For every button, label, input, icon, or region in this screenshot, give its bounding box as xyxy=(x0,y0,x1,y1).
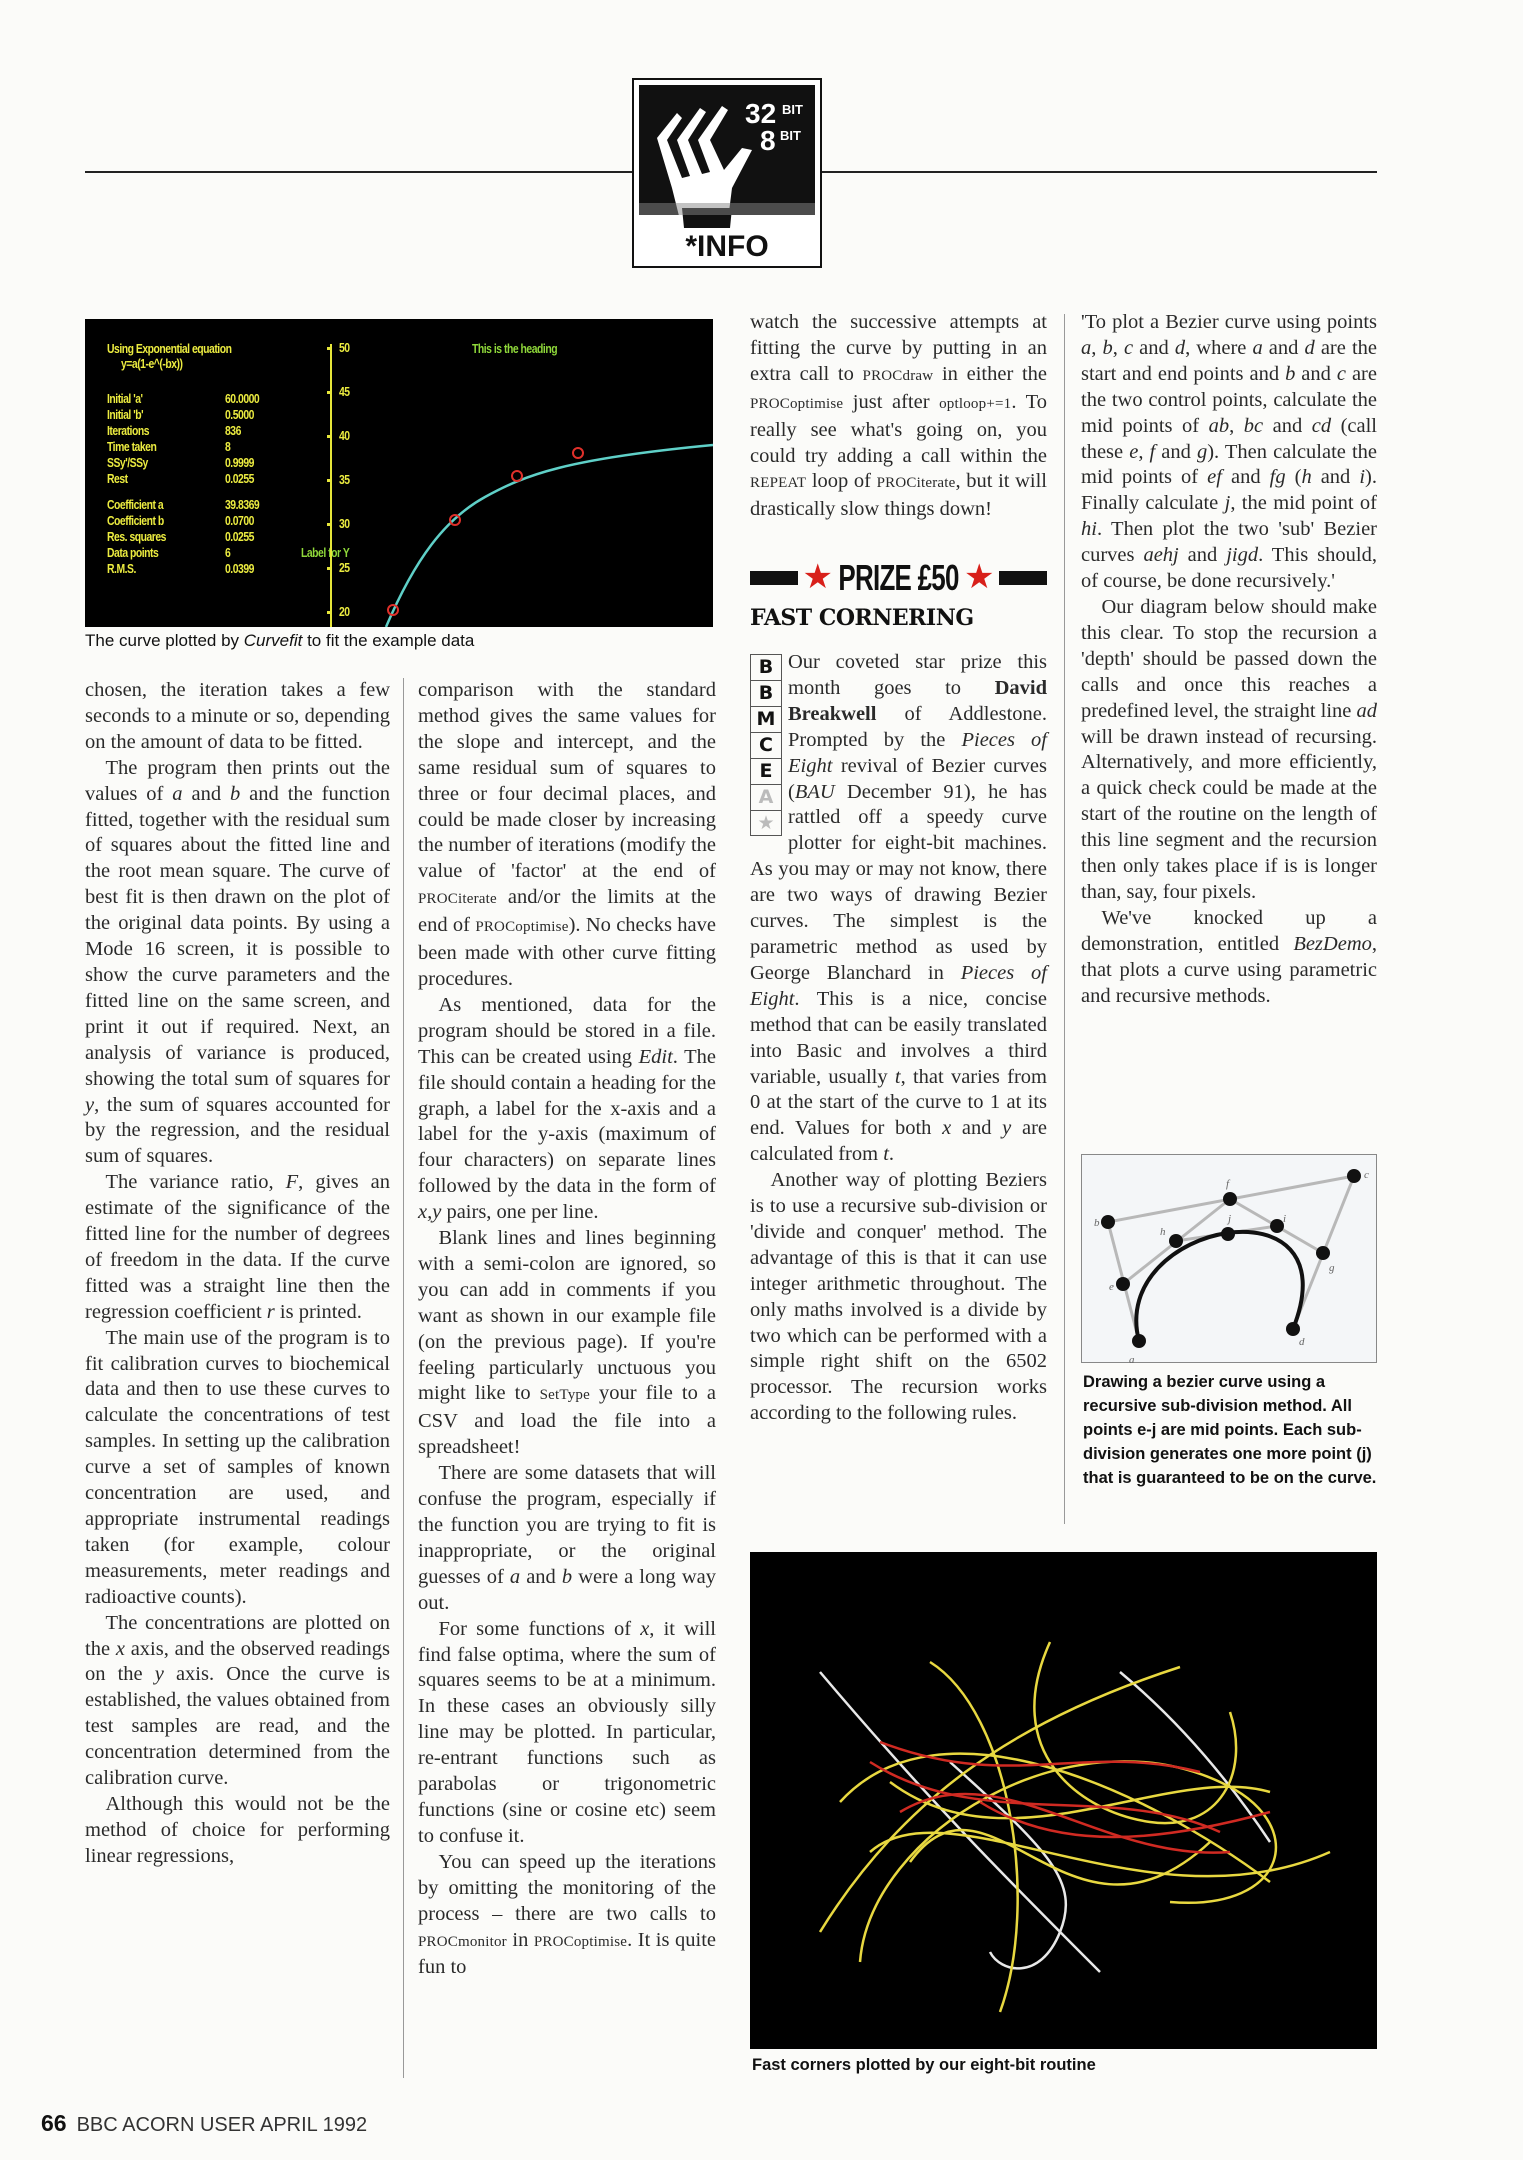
italic-text: c xyxy=(1336,362,1346,385)
italic-text: y xyxy=(154,1663,164,1686)
stat-value: 0.0399 xyxy=(225,561,254,576)
italic-text: g xyxy=(1196,440,1208,463)
paragraph: The concentrations are plotted on the x axis, and the observed readings on the y axis. Once the curve is established, the values obtained from test samples are read, and the concentration determined from the calibration curve. xyxy=(85,1611,390,1790)
y-tick-label: 40 xyxy=(339,428,350,443)
prize-label: PRIZE £50 xyxy=(838,557,959,598)
screen-title: Using Exponential equation xyxy=(107,341,232,356)
bezier-point-label: b xyxy=(1094,1217,1100,1229)
bezier-diagram xyxy=(1081,1154,1377,1363)
paragraph: chosen, the iteration takes a few seconds to a minute or so, depending on the amount of data to be fitted. xyxy=(85,679,390,753)
paragraph: The program then prints out the values of a and b and the function fitted, together with the residual sum of squares about the fitted line and the root mean square. The curve of best fit is then drawn on the plot of the original data points. By using a Mode 16 screen, it is possible to show the curve parameters and the fitted line on the same screen, and print it out if required. Next, an analysis of variance is produced, showing the total sum of squares for y, the sum of squares accounted for by the regression, and the residual sum of squares. xyxy=(85,756,390,1168)
paragraph: You can speed up the iterations by omitting the monitoring of the process – there are two calls to PROCmonitor in PROCoptimise. It is quite fun to xyxy=(418,1850,716,1979)
bezier-point xyxy=(1221,1227,1235,1241)
bezier-point-label: e xyxy=(1109,1281,1114,1293)
bezier-point xyxy=(1270,1219,1284,1233)
column-3-paragraphs xyxy=(750,650,1047,1427)
stat-label: Res. squares xyxy=(107,529,166,544)
bezier-point xyxy=(1347,1169,1361,1183)
italic-text: e xyxy=(1129,440,1139,463)
banner-bar-left xyxy=(750,571,798,585)
compat-icon: ★ xyxy=(750,810,782,836)
bezier-diagram-svg xyxy=(1082,1155,1378,1364)
screen-plot xyxy=(85,319,713,627)
code-keyword: PROCoptimise xyxy=(533,1933,628,1950)
italic-text: BAU xyxy=(794,780,835,803)
header-rule-right xyxy=(821,171,1377,173)
y-tick-mark xyxy=(327,567,332,570)
screen-equation: y=a(1-e^(-bx)) xyxy=(121,356,183,371)
italic-text: x,y xyxy=(418,1201,442,1224)
column-2 xyxy=(418,678,716,1981)
italic-text: j xyxy=(1224,492,1231,515)
y-tick-label: 25 xyxy=(339,560,350,575)
bezier-point-label: f xyxy=(1226,1178,1230,1190)
star-icon: ★ xyxy=(802,559,833,596)
italic-text: F xyxy=(285,1171,299,1194)
italic-text: aehj xyxy=(1143,544,1179,567)
paragraph: watch the successive attempts at fitting the curve by putting in an extra call to PROCdraw in either the PROCoptimise just after optloop+=1. To really see what's going on, you could try adding a call within the REPEAT loop of PROCiterate, but it will drastically slow things down! xyxy=(750,311,1047,521)
bezier-point-label: d xyxy=(1299,1336,1305,1348)
compat-icon: B xyxy=(750,654,782,680)
paragraph: The variance ratio, F, gives an estimate of the significance of the fitted line for the number of degrees of freedom in the data. If the curve fitted was a straight line then the regression coefficient r is printed. xyxy=(85,1171,390,1323)
italic-text: y xyxy=(1002,1117,1012,1140)
stat-label: Data points xyxy=(107,545,159,560)
italic-text: BezDemo xyxy=(1293,932,1372,955)
italic-text: ef xyxy=(1207,466,1222,489)
paragraph: 'To plot a Bezier curve using points a, b, c and d, where a and d are the start and end points and b and c are the two control points, calculate the mid points of ab, bc and cd (call these e, f and g). Then calculate the mid points of ef and fg (h and i). Finally calculate j, the mid point of hi. Then plot the two 'sub' Bezier curves aehj and jigd. This should, of course, be done recursively.' xyxy=(1081,311,1378,593)
italic-text: y xyxy=(85,1093,95,1116)
compat-icon: C xyxy=(750,732,782,758)
fast-corners-image xyxy=(750,1552,1377,2049)
column-1 xyxy=(85,678,390,1870)
code-keyword: PROCiterate xyxy=(418,891,497,908)
italic-text: jigd xyxy=(1226,544,1259,567)
banner-bar-right xyxy=(999,571,1047,585)
paragraph: comparison with the standard method gives the same values for the slope and intercept, and the same residual sum of squares to three or four decimal places, and could be made closer by increasing the number of iterations (modify the value of 'factor' at the end of PROCiterate and/or the limits at the end of PROCoptimise). No checks have been made with other curve fitting procedures. xyxy=(418,679,716,990)
bezier-point xyxy=(1316,1246,1330,1260)
stat-label: Initial 'b' xyxy=(107,407,144,422)
italic-text: b xyxy=(1102,336,1113,359)
code-keyword: REPEAT xyxy=(750,475,807,492)
y-tick-label: 45 xyxy=(339,384,350,399)
compat-icon: B xyxy=(750,680,782,706)
paragraph: There are some datasets that will confuse the program, especially if the function you are trying to fit is inappropriate, or the original guesses of a and b were a long way out. xyxy=(418,1462,716,1614)
italic-text: b xyxy=(230,782,241,805)
bezier-caption: Drawing a bezier curve using a recursive sub-division method. All points e-j are mid points. Each sub-division generates one more point (j) that is guaranteed to be on the curve. xyxy=(1083,1373,1377,1487)
italic-text: x xyxy=(942,1117,952,1140)
prize-banner xyxy=(750,558,1047,598)
italic-text: a xyxy=(509,1565,521,1588)
code-keyword: PROCoptimise xyxy=(475,919,569,936)
italic-text: c xyxy=(1123,336,1134,359)
code-keyword: PROCmonitor xyxy=(418,1933,507,1950)
italic-text: x xyxy=(115,1637,125,1660)
bezier-point-label: c xyxy=(1364,1169,1369,1181)
logo-8: 8 xyxy=(760,125,776,156)
y-tick-mark xyxy=(327,347,332,350)
y-tick-label: 20 xyxy=(339,604,350,619)
italic-text: f xyxy=(1149,440,1156,463)
data-point xyxy=(573,448,583,458)
fitted-curve xyxy=(386,445,713,627)
italic-text: b xyxy=(1285,362,1296,385)
italic-text: Pieces of Eight xyxy=(788,728,1047,777)
bezier-point xyxy=(1223,1192,1237,1206)
stat-label: Coefficient b xyxy=(107,513,164,528)
logo-bit-1: BIT xyxy=(782,102,803,117)
page-footer xyxy=(41,2110,367,2137)
bezier-point-label: j xyxy=(1228,1213,1232,1225)
italic-text: r xyxy=(266,1300,275,1323)
italic-text: cd xyxy=(1311,414,1332,437)
fast-corners-caption: Fast corners plotted by our eight-bit routine xyxy=(752,2056,1096,2074)
screen-ylabel: Label for Y xyxy=(301,545,350,560)
column-divider xyxy=(1064,314,1065,1524)
column-4 xyxy=(1081,310,1377,1009)
curvefit-screenshot xyxy=(85,319,713,627)
caption-text-end: to fit the example data xyxy=(302,631,475,650)
italic-text: ad xyxy=(1356,699,1378,722)
bezier-point xyxy=(1169,1234,1183,1248)
column-3-body xyxy=(750,650,1047,1427)
bezier-point-label: a xyxy=(1129,1354,1135,1364)
italic-text: Edit xyxy=(638,1045,673,1068)
stat-value: 0.5000 xyxy=(225,407,254,422)
info-logo xyxy=(632,78,822,268)
y-tick-label: 50 xyxy=(339,340,350,355)
section-heading: FAST CORNERING xyxy=(750,605,974,631)
bezier-curve xyxy=(1136,1232,1302,1341)
compat-icon: M xyxy=(750,706,782,732)
stat-value: 39.8369 xyxy=(225,497,260,512)
italic-text: bc xyxy=(1243,414,1264,437)
bold-text: David Breakwell xyxy=(788,676,1047,725)
italic-text: b xyxy=(561,1565,573,1588)
bezier-point xyxy=(1132,1334,1146,1348)
caption-program-name: Curvefit xyxy=(243,631,303,650)
screen-heading: This is the heading xyxy=(472,341,558,356)
italic-text: Pieces of Eight xyxy=(750,961,1047,1010)
stat-label: Rest xyxy=(107,471,128,486)
y-tick-mark xyxy=(327,391,332,394)
italic-text: a xyxy=(1081,336,1092,359)
stat-label: Time taken xyxy=(107,439,157,454)
italic-text: t xyxy=(883,1143,889,1166)
data-point xyxy=(512,471,522,481)
y-tick-label: 35 xyxy=(339,472,350,487)
magazine-issue: BBC ACORN USER APRIL 1992 xyxy=(76,2114,368,2136)
paragraph: Although this would not be the method of choice for performing linear regressions, xyxy=(85,1792,390,1867)
stat-label: Iterations xyxy=(107,423,150,438)
italic-text: t xyxy=(894,1065,901,1088)
stat-value: 0.0255 xyxy=(225,529,254,544)
hand-logo-icon xyxy=(632,78,822,268)
code-keyword: PROCiterate xyxy=(876,475,956,492)
paragraph: For some functions of x, it will find false optima, where the sum of squares seems to be at a minimum. In these cases an obviously silly line may be plotted. In particular, re-entrant functions such as parabolas or trigonometric functions (sine or cosine etc) seem to confuse it. xyxy=(418,1617,716,1847)
paragraph: We've knocked up a demonstration, entitled BezDemo, that plots a curve using parametric and recursive methods. xyxy=(1081,906,1377,1007)
stat-value: 0.9999 xyxy=(225,455,254,470)
caption-text: The curve plotted by xyxy=(85,631,244,650)
page-number: 66 xyxy=(41,2110,67,2136)
stat-label: SSy'/SSy xyxy=(107,455,148,470)
italic-text: d xyxy=(1174,336,1186,359)
paragraph: Blank lines and lines beginning with a semi-colon are ignored, so you can add in comments if you want as shown in our example file (on the previous page). If you're feeling particularly unctuous you might like to SetType your file to a CSV and load the file into a spreadsheet! xyxy=(418,1227,716,1459)
screen-caption xyxy=(85,628,474,653)
stat-value: 0.0255 xyxy=(225,471,254,486)
italic-text: fg xyxy=(1269,466,1286,489)
code-keyword: optloop+=1 xyxy=(939,395,1012,412)
star-icon: ★ xyxy=(964,559,995,596)
column-3-intro xyxy=(750,310,1047,523)
italic-text: a xyxy=(1252,336,1263,359)
machine-compatibility-icons xyxy=(750,654,782,836)
column-divider xyxy=(403,678,404,2078)
bezier-point xyxy=(1116,1277,1130,1291)
stat-label: Coefficient a xyxy=(107,497,164,512)
stat-label: Initial 'a' xyxy=(107,391,143,406)
logo-32: 32 xyxy=(745,98,777,129)
stat-label: R.M.S. xyxy=(107,561,136,576)
italic-text: hi xyxy=(1081,518,1097,541)
italic-text: h xyxy=(1301,466,1312,489)
stat-value: 8 xyxy=(225,439,231,454)
bezier-point-label: i xyxy=(1283,1213,1287,1225)
code-keyword: PROCoptimise xyxy=(750,395,844,412)
logo-info-label: *INFO xyxy=(685,230,769,263)
y-tick-mark xyxy=(327,611,332,614)
bezier-point-label: g xyxy=(1329,1262,1335,1274)
fast-corners-curves xyxy=(750,1552,1377,2049)
y-tick-mark xyxy=(327,479,332,482)
stat-value: 836 xyxy=(225,423,241,438)
code-keyword: PROCdraw xyxy=(862,367,934,384)
y-tick-label: 30 xyxy=(339,516,350,531)
bezier-point xyxy=(1101,1215,1115,1229)
stat-value: 60.0000 xyxy=(225,391,260,406)
italic-text: d xyxy=(1304,336,1315,359)
code-keyword: SetType xyxy=(539,1387,590,1404)
compat-icon: E xyxy=(750,758,782,784)
paragraph: Our diagram below should make this clear. To stop the recursion a 'depth' should be passed down the calls and once this reaches a predefined level, the straight line ad will be drawn instead of recursing. Alternatively, and more efficiently, a quick check could be made at the start of the routine on the length of this line segment and the recursion then only takes place if is is longer than, say, four pixels. xyxy=(1081,595,1378,903)
logo-bit-2: BIT xyxy=(780,128,801,143)
y-tick-mark xyxy=(327,435,332,438)
bezier-point-label: h xyxy=(1160,1226,1166,1238)
paragraph: Our coveted star prize this month goes to David Breakwell of Addlestone. Prompted by the Pieces of Eight revival of Bezier curves (BAU December 91), he has rattled off a speedy curve plotter for eight-bit machines. As you may or may not know, there are two ways of drawing Bezier curves. The simplest is the parametric method as used by George Blanchard in Pieces of Eight. This is a nice, concise method that can be easily translated into Basic and involves a third variable, usually t, that varies from 0 at the start of the curve to 1 at its end. Values for both x and y are calculated from t. xyxy=(750,651,1047,1166)
paragraph: The main use of the program is to fit calibration curves to biochemical data and then to use these curves to calculate the concentrations of test samples. In setting up the calibration curve a set of samples of known concentration are used, and appropriate instrumental readings taken (for example, colour measurements, meter readings and radioactive counts). xyxy=(85,1326,390,1608)
stat-value: 6 xyxy=(225,545,231,560)
italic-text: ab xyxy=(1208,414,1230,437)
header-rule-left xyxy=(85,171,633,173)
italic-text: x xyxy=(640,1617,650,1640)
italic-text: a xyxy=(172,782,183,805)
y-tick-mark xyxy=(327,523,332,526)
stat-value: 0.0700 xyxy=(225,513,254,528)
bezier-point xyxy=(1286,1322,1300,1336)
paragraph: Another way of plotting Beziers is to use a recursive sub-division or 'divide and conquer' method. The advantage of this is that it can use integer arithmetic throughout. The only maths involved is a divide by two which can be performed with a simple right shift on the 6502 processor. The recursion works according to the following rules. xyxy=(750,1169,1047,1425)
italic-text: i xyxy=(1359,466,1366,489)
compat-icon: A xyxy=(750,784,782,810)
paragraph: As mentioned, data for the program should be stored in a file. This can be created using Edit. The file should contain a heading for the graph, a label for the x-axis and a label for the y-axis (maximum of four characters) on separate lines followed by the data in the form of x,y pairs, one per line. xyxy=(418,993,716,1224)
